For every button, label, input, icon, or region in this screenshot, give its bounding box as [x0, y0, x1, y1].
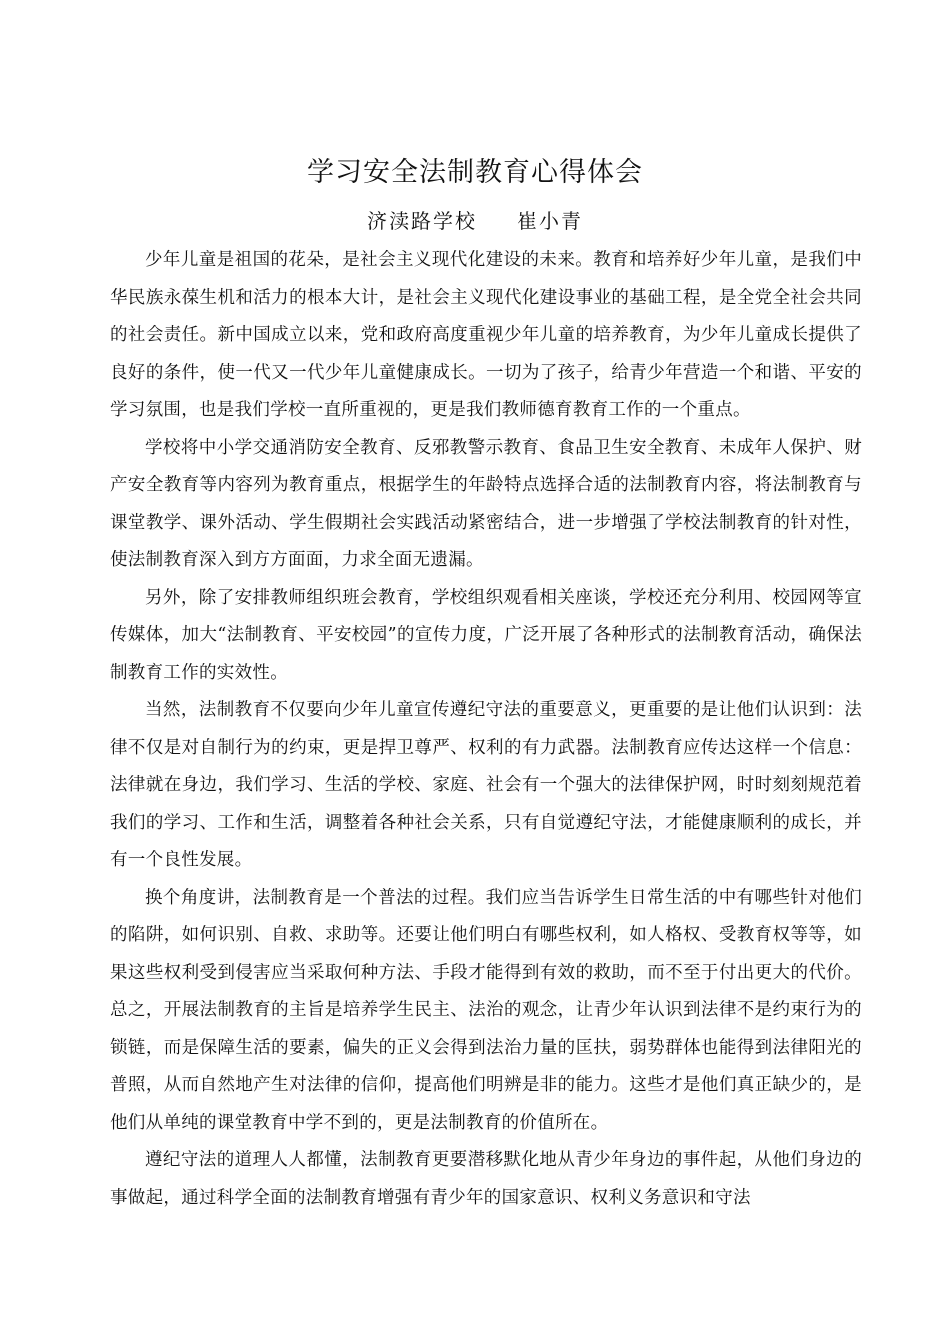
paragraph: 少年儿童是祖国的花朵，是社会主义现代化建设的未来。教育和培养好少年儿童，是我们中华民族永葆生机和活力的根本大计，是社会主义现代化建设事业的基础工程，是全党全社会共同的社会责任。新中国成立以来，党和政府高度重视少年儿童的培养教育，为少年儿童成长提供了良好的条件，使一代又一代少年儿童健康成长。一切为了孩子，给青少年营造一个和谐、平安的学习氛围，也是我们学校一直所重视的，更是我们教师德育教育工作的一个重点。	[110, 250, 862, 420]
document-body	[110, 242, 862, 1217]
byline	[0, 205, 950, 234]
paragraph: 学校将中小学交通消防安全教育、反邪教警示教育、食品卫生安全教育、未成年人保护、财产安全教育等内容列为教育重点，根据学生的年龄特点选择合适的法制教育内容，将法制教育与课堂教学、课外活动、学生假期社会实践活动紧密结合，进一步增强了学校法制教育的针对性，使法制教育深入到方方面面，力求全面无遗漏。	[110, 437, 862, 570]
school-name: 济渎路学校	[367, 209, 477, 233]
author-name: 崔小青	[517, 209, 583, 233]
paragraph: 遵纪守法的道理人人都懂，法制教育更要潜移默化地从青少年身边的事件起，从他们身边的事做起，通过科学全面的法制教育增强有青少年的国家意识、权利义务意识和守法	[110, 1150, 862, 1208]
paragraph: 换个角度讲，法制教育是一个普法的过程。我们应当告诉学生日常生活的中有哪些针对他们的陷阱，如何识别、自救、求助等。还要让他们明白有哪些权利，如人格权、受教育权等等，如果这些权利受到侵害应当采取何种方法、手段才能得到有效的救助，而不至于付出更大的代价。总之，开展法制教育的主旨是培养学生民主、法治的观念，让青少年认识到法律不是约束行为的锁链，而是保障生活的要素，偏失的正义会得到法治力量的匡扶，弱势群体也能得到法律阳光的普照，从而自然地产生对法律的信仰，提高他们明辨是非的能力。这些才是他们真正缺少的，是他们从单纯的课堂教育中学不到的，更是法制教育的价值所在。	[110, 887, 862, 1133]
paragraph: 另外，除了安排教师组织班会教育，学校组织观看相关座谈，学校还充分利用、校园网等宣传媒体，加大“法制教育、平安校园”的宣传力度，广泛开展了各种形式的法制教育活动，确保法制教育工作的实效性。	[110, 587, 862, 683]
document-title: 学习安全法制教育心得体会	[307, 157, 643, 188]
paragraph: 当然，法制教育不仅要向少年儿童宣传遵纪守法的重要意义，更重要的是让他们认识到：法律不仅是对自制行为的约束，更是捍卫尊严、权利的有力武器。法制教育应传达这样一个信息：法律就在身边，我们学习、生活的学校、家庭、社会有一个强大的法律保护网，时时刻刻规范着我们的学习、工作和生活，调整着各种社会关系，只有自觉遵纪守法，才能健康顺利的成长，并有一个良性发展。	[110, 700, 862, 870]
